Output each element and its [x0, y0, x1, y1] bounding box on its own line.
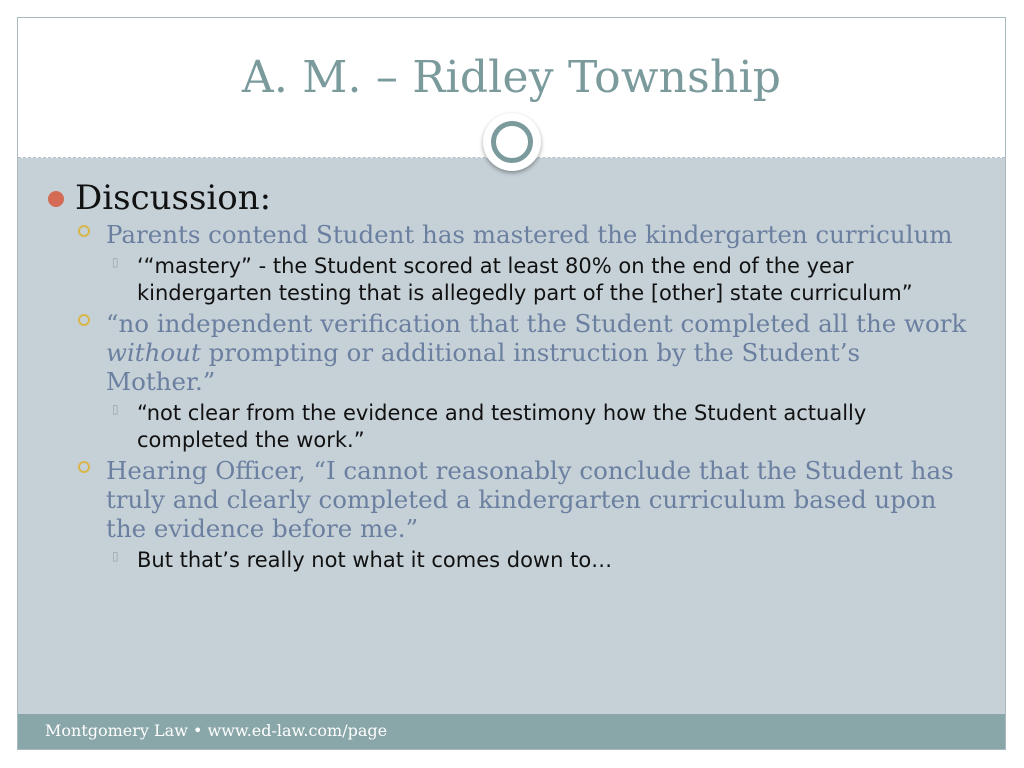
level2-item	[18, 309, 1005, 396]
level3-item	[18, 400, 1005, 453]
bullet-square-icon: ▯	[112, 402, 119, 416]
bullet-ring-icon	[78, 461, 90, 473]
footer-bar	[18, 714, 1005, 749]
slide-title: A. M. – Ridley Township	[241, 52, 782, 103]
bullet-ring-icon	[78, 314, 90, 326]
ring-inner	[491, 121, 533, 163]
level3-item	[18, 253, 1005, 306]
slide	[17, 17, 1006, 750]
point-text: Parents contend Student has mastered the kindergarten curriculum	[106, 220, 953, 249]
bullet-square-icon: ▯	[112, 549, 119, 563]
bullet-dot-icon	[48, 191, 64, 207]
point-text: Hearing Officer, “I cannot reasonably conclude that the Student has truly and clearly completed a kindergarten curriculum based upon the evidence before me.”	[106, 456, 954, 543]
footer-text: Montgomery Law • www.ed-law.com/page	[45, 721, 388, 740]
bullet-ring-icon	[78, 225, 90, 237]
subpoint-text: ‘“mastery” - the Student scored at least 80% on the end of the year kindergarten testing that is allegedly part of the [other] state curriculum”	[137, 254, 913, 305]
subpoint-text: “not clear from the evidence and testimony how the Student actually completed the work.”	[137, 401, 867, 452]
discussion-heading: Discussion:	[75, 178, 272, 218]
bullet-square-icon: ▯	[112, 255, 119, 269]
level3-item	[18, 547, 1005, 574]
point-text-after: prompting or additional instruction by the Student’s Mother.”	[106, 338, 861, 396]
subpoint-text: But that’s really not what it comes down to…	[137, 548, 613, 572]
level1-item	[18, 178, 1005, 218]
level2-item	[18, 220, 1005, 249]
point-text-italic: without	[106, 338, 201, 367]
ring-ornament-icon	[483, 113, 541, 171]
slide-content	[18, 178, 1005, 577]
level2-item	[18, 456, 1005, 543]
point-text-before: “no independent verification that the Student completed all the work	[106, 309, 967, 338]
